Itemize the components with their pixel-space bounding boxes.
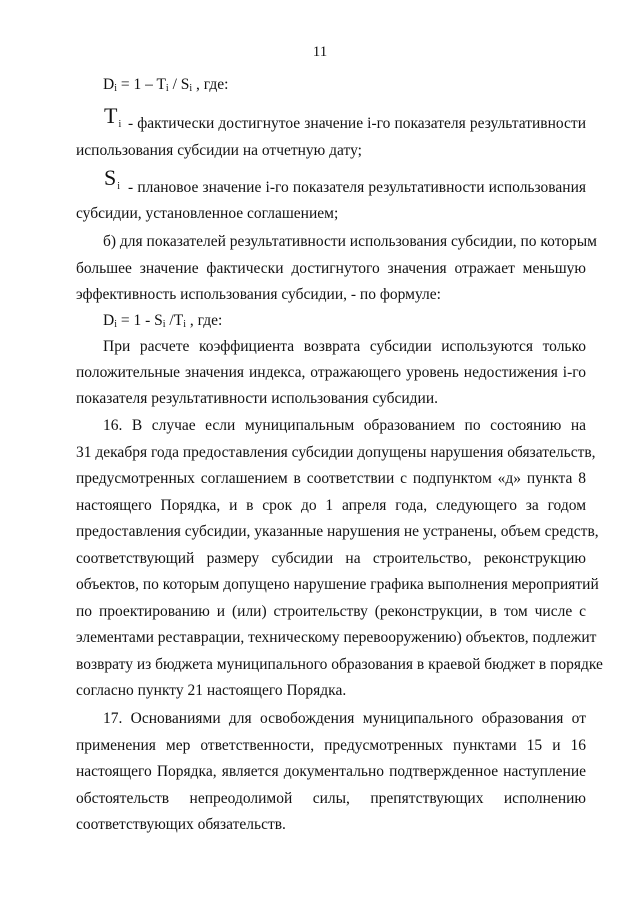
- para-17-line1: 17. Основаниями для освобождения муниципального образования от: [103, 710, 586, 727]
- formula-sub: i: [114, 319, 117, 330]
- symbol-s: Si: [104, 165, 121, 192]
- para-16-line6: соответствующий размеру субсидии на строительство, реконструкцию: [76, 550, 586, 567]
- formula-di-b: [103, 311, 222, 335]
- para-17-line4: обстоятельств непреодолимой силы, препятствующих исполнению: [76, 790, 586, 807]
- def-s-line2: субсидии, установленное соглашением;: [76, 205, 339, 222]
- para-17-line3: настоящего Порядка, является документально подтвержденное наступление: [76, 763, 586, 780]
- para-16-line2: 31 декабря года предоставления субсидии допущены нарушения обязательств,: [76, 444, 596, 461]
- def-t-line2: использования субсидии на отчетную дату;: [76, 142, 362, 159]
- para-coef-line3: показателя результативности использования субсидии.: [76, 390, 439, 407]
- formula-lhs: D: [103, 76, 115, 93]
- def-s-line1: - плановое значение i-го показателя результативности использования: [128, 179, 586, 196]
- formula-sub: i: [183, 319, 186, 330]
- para-16-line7: объектов, по которым допущено нарушение графика выполнения мероприятий: [76, 576, 599, 593]
- para-coef-line2: положительные значения индекса, отражающего уровень недостижения i-го: [76, 364, 586, 381]
- para-16-line9: элементами реставрации, техническому перевооружению) объектов, подлежит: [76, 629, 597, 646]
- formula-part: = 1 – T: [116, 76, 166, 93]
- formula-sub: i: [114, 83, 117, 94]
- formula-part: , где:: [185, 312, 223, 329]
- para-16-line3: предусмотренных соглашением в соответствии с подпунктом «д» пункта 8: [76, 470, 586, 487]
- para-17-line5: соответствующих обязательств.: [76, 816, 286, 833]
- formula-di-a: [103, 75, 228, 99]
- para-16-line5: предоставления субсидии, указанные нарушения не устранены, объем средств,: [76, 523, 599, 540]
- def-t-line1: - фактически достигнутое значение i-го показателя результативности: [128, 115, 586, 132]
- formula-part: , где:: [192, 76, 229, 93]
- para-17-line2: применения мер ответственности, предусмотренных пунктами 15 и 16: [76, 737, 586, 754]
- para-b-line3: эффективность использования субсидии, - по формуле:: [76, 286, 441, 303]
- para-16-line4: настоящего Порядка, и в срок до 1 апреля года, следующего за годом: [76, 497, 586, 514]
- formula-sub: i: [165, 83, 169, 94]
- formula-part: /T: [165, 312, 184, 329]
- para-coef-line1: При расчете коэффициента возврата субсидии используются только: [103, 338, 586, 355]
- formula-lhs: D: [103, 312, 115, 329]
- formula-sub: i: [189, 83, 193, 94]
- formula-part: = 1 - S: [116, 312, 163, 329]
- formula-sub: i: [162, 319, 166, 330]
- formula-part: / S: [168, 76, 190, 93]
- para-16-line11: согласно пункту 21 настоящего Порядка.: [76, 682, 347, 699]
- para-b-line2: большее значение фактически достигнутого значения отражает меньшую: [76, 260, 586, 277]
- para-16-line8: по проектированию и (или) строительству (реконструкции, в том числе с: [76, 603, 586, 620]
- para-b-line1: б) для показателей результативности использования субсидии, по которым: [103, 233, 597, 250]
- page-number: 11: [312, 44, 328, 60]
- para-16-line10: возврату из бюджета муниципального образования в краевой бюджет в порядке: [76, 656, 603, 673]
- para-16-line1: 16. В случае если муниципальным образованием по состоянию на: [103, 417, 586, 434]
- symbol-t: Ti: [104, 103, 122, 130]
